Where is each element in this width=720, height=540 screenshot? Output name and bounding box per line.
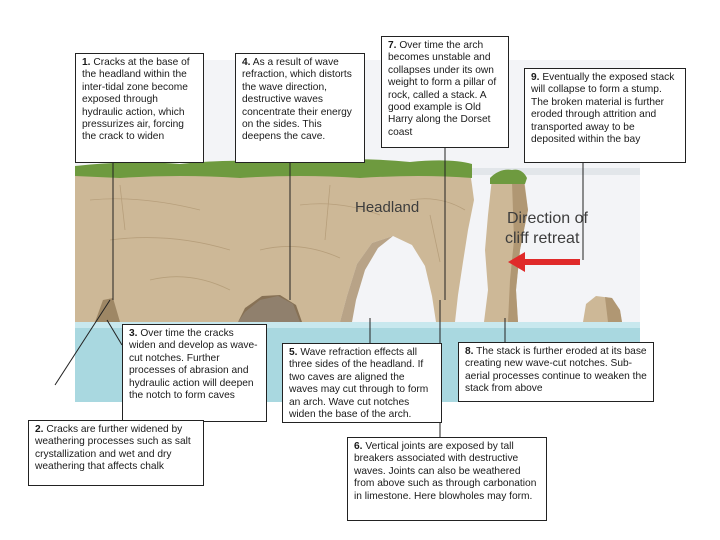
note-1-cracks: 1. Cracks at the base of the headland within the inter-tidal zone become exposed through hydraulic action, which pressurizes air, forcing the crack to widen (75, 53, 204, 163)
note-6-vertical-joints: 6. Vertical joints are exposed by tall breakers associated with destructive waves. Joints can also be weathered from above such as through carbonation in limestone. Here blowholes may form. (347, 437, 547, 521)
note-4-wave-refraction: 4. As a result of wave refraction, which distorts the wave direction, destructive waves concentrate their energy on the sides. This deepens the cave. (235, 53, 365, 163)
note-2-weathering: 2. Cracks are further widened by weathering processes such as salt crystallization and wet and dry weathering that affects chalk (28, 420, 204, 486)
note-3-wave-cut-notches: 3. Over time the cracks widen and develop as wave-cut notches. Further processes of abrasion and hydraulic action will deepen the notch to form caves (122, 324, 267, 422)
note-5-arch: 5. Wave refraction effects all three sides of the headland. If two caves are aligned the waves may cut through to form an arch. Wave cut notches widen the base of the arch. (282, 343, 442, 423)
note-7-stack-formation: 7. Over time the arch becomes unstable and collapses under its own weight to form a pillar of rock, called a stack. A good example is Old Harry along the Dorset coast (381, 36, 509, 148)
retreat-label-line2: cliff retreat (505, 230, 580, 247)
headland-label: Headland (355, 199, 420, 216)
note-8-stack-erosion: 8. The stack is further eroded at its base creating new wave-cut notches. Sub-aerial processes continue to weaken the stack from above (458, 342, 654, 402)
note-9-stump: 9. Eventually the exposed stack will collapse to form a stump. The broken material is further eroded through attrition and transported away to be deposited within the bay (524, 68, 686, 163)
retreat-label-line1: Direction of (507, 210, 588, 227)
